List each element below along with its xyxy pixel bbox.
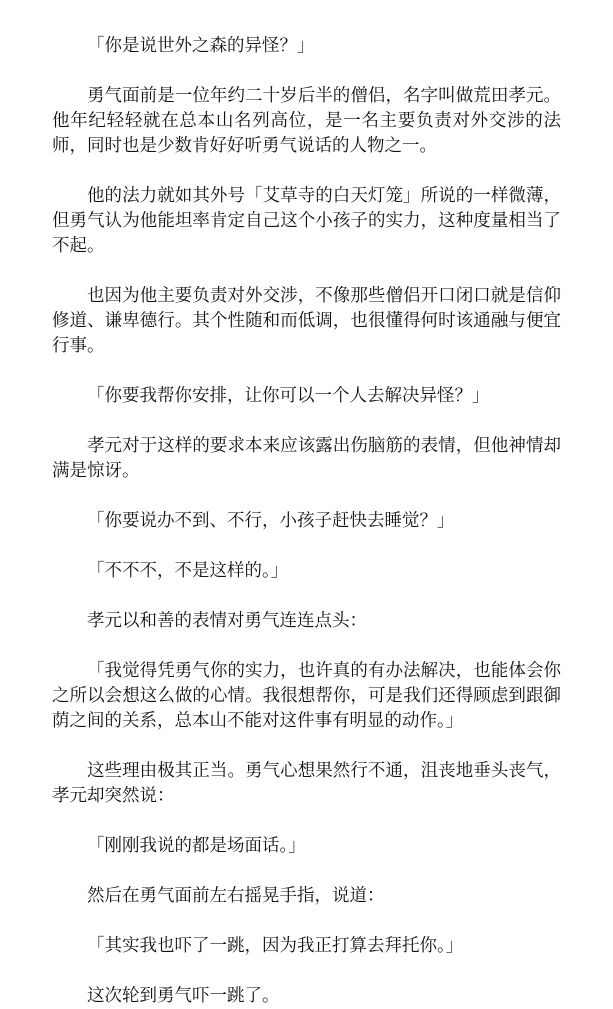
paragraph: 这次轮到勇气吓一跳了。 <box>87 986 280 1006</box>
paragraph: 也因为他主要负责对外交涉，不像那些僧侣开口闭口就是信仰修道、谦卑德行。其个性随和而低调，也很懂得何时该通融与便宜行事。 <box>52 286 561 356</box>
paragraph: 「我觉得凭勇气你的实力，也许真的有办法解决，也能体会你之所以会想这么做的心情。我很想帮你，可是我们还得顾虑到跟御荫之间的关系，总本山不能对这件事有明显的动作。」 <box>52 661 561 731</box>
paragraph: 这些理由极其正当。勇气心想果然行不通，沮丧地垂头丧气，孝元却突然说： <box>52 761 561 806</box>
paragraph: 「你是说世外之森的异怪？」 <box>87 36 315 56</box>
paragraph: 「不不不，不是这样的。」 <box>87 561 289 581</box>
paragraph: 「其实我也吓了一跳，因为我正打算去拜托你。」 <box>87 936 464 956</box>
paragraph: 「你要我帮你安排，让你可以一个人去解决异怪？」 <box>87 386 490 406</box>
paragraph: 「刚刚我说的都是场面话。」 <box>87 836 306 856</box>
paragraph: 孝元对于这样的要求本来应该露出伤脑筋的表情，但他神情却满是惊讶。 <box>52 436 561 481</box>
paragraph: 「你要说办不到、不行，小孩子赶快去睡觉？」 <box>87 511 455 531</box>
paragraph: 孝元以和善的表情对勇气连连点头： <box>87 611 367 631</box>
paragraph: 然后在勇气面前左右摇晃手指，说道： <box>87 886 385 906</box>
paragraph: 他的法力就如其外号「艾草寺的白天灯笼」所说的一样微薄，但勇气认为他能坦率肯定自己这个小孩子的实力，这种度量相当了不起。 <box>52 186 561 256</box>
paragraph: 勇气面前是一位年约二十岁后半的僧侣，名字叫做荒田孝元。他年纪轻轻就在总本山名列高位，是一名主要负责对外交涉的法师，同时也是少数肯好好听勇气说话的人物之一。 <box>52 86 561 156</box>
